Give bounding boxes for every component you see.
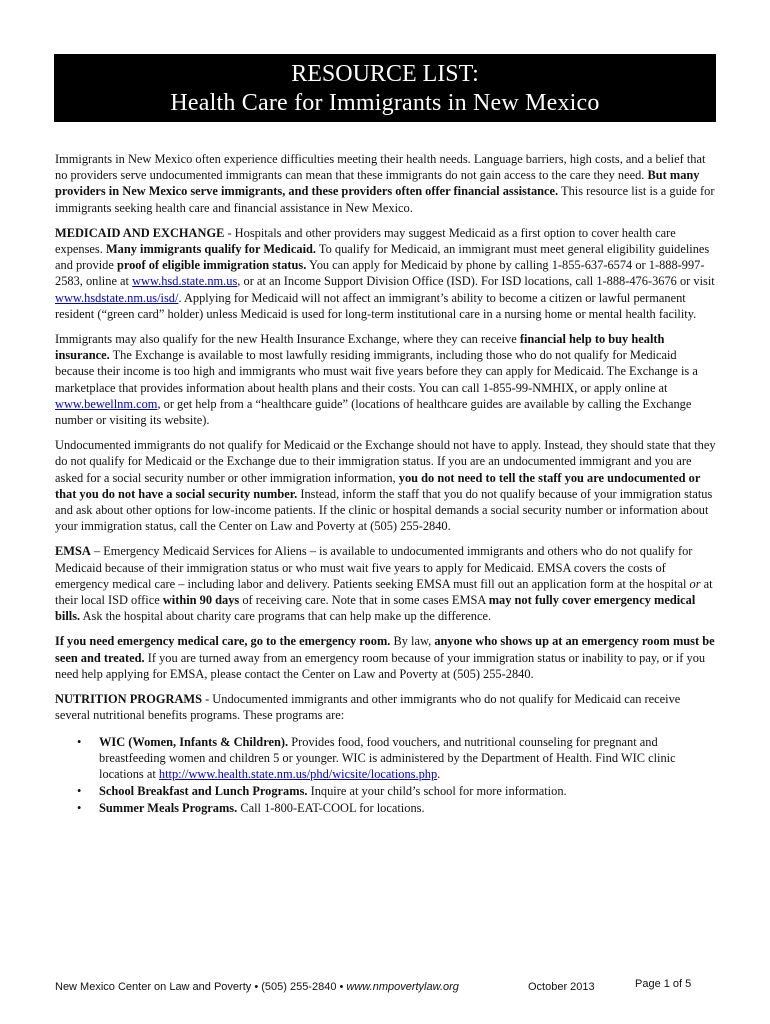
page-number: Page 1 of 5 <box>635 978 692 990</box>
nutrition-paragraph <box>55 691 717 723</box>
school-meals-text: Inquire at your child’s school for more information. <box>307 784 567 799</box>
intro-text-2: This resource list is a guide for immigrants seeking health care and financial assistance in New Mexico. <box>55 184 715 215</box>
emergency-bold-2: anyone who shows up at an emergency room must be seen and treated. <box>55 634 715 665</box>
footer-org <box>55 981 459 993</box>
emsa-text-3: of receiving care. Note that in some cases EMSA <box>239 593 489 608</box>
document-body <box>55 151 717 818</box>
hsd-link[interactable]: www.hsd.state.nm.us <box>132 274 238 289</box>
undocumented-text-2: Instead, inform the staff that you do not qualify because of your immigration status and ask about other options for low-income patients. If the clinic or hospital demands a social security number or information about your immigration status, call the Center on Law and Poverty at (505) 255-2840. <box>55 486 713 534</box>
exchange-bold: financial help to buy health insurance. <box>55 332 665 363</box>
undocumented-paragraph <box>55 437 717 534</box>
exchange-text-1: Immigrants may also qualify for the new Health Insurance Exchange, where they can receive <box>55 332 520 347</box>
school-meals-title: School Breakfast and Lunch Programs. <box>99 784 308 799</box>
footer-website: www.nmpovertylaw.org <box>346 981 459 993</box>
footer-date: October 2013 <box>528 981 595 993</box>
emsa-text-1: – Emergency Medicaid Services for Aliens – is available to undocumented immigrants and others who do not qualify for Medicaid because of their immigration status or who must wait five years to apply for Medicaid. EMSA covers the costs of emergency medical care – including labor and delivery. Patients seeking EMSA must fill out an application form at the hospital <box>55 544 693 591</box>
medicaid-bold-2: proof of eligible immigration status. <box>116 258 307 273</box>
emergency-text-1: By law, <box>390 634 435 649</box>
exchange-text-3: , or get help from a “healthcare guide” (locations of healthcare guides are available by calling the Exchange number or visiting its website). <box>55 396 692 428</box>
emsa-paragraph <box>55 543 717 624</box>
nutrition-heading: NUTRITION PROGRAMS <box>55 692 202 707</box>
list-item-school-meals <box>55 783 717 799</box>
medicaid-text-3: You can apply for Medicaid by phone by calling 1-855-637-6574 or 1-888-997-2583, online at <box>55 258 705 289</box>
medicaid-heading: MEDICAID AND EXCHANGE <box>55 225 225 240</box>
bullet-icon: • <box>77 734 82 749</box>
exchange-paragraph <box>55 331 717 428</box>
footer-org-text: New Mexico Center on Law and Poverty • (505) 255-2840 • <box>55 981 347 993</box>
title-line-1: RESOURCE LIST: <box>291 61 479 87</box>
emergency-paragraph <box>55 633 717 682</box>
emsa-bold-1: within 90 days <box>162 593 240 608</box>
page-footer <box>55 978 717 996</box>
wic-title: WIC (Women, Infants & Children). <box>99 734 289 749</box>
emergency-text-2: If you are turned away from an emergency room because of your immigration status or inability to pay, or if you need help applying for EMSA, please contact the Center on Law and Poverty at (505) 255-2840. <box>55 650 706 681</box>
list-item-summer-meals <box>55 800 717 816</box>
intro-text-1: Immigrants in New Mexico often experience difficulties meeting their health needs. Language barriers, high costs, and a belief that no providers serve undocumented immigrants can mean that these immigrants do not gain access to the care they need. <box>55 152 706 183</box>
medicaid-bold-1: Many immigrants qualify for Medicaid. <box>105 242 316 257</box>
medicaid-text-4: , or at an Income Support Division Office (ISD). For ISD locations, call 1-888-476-3676 or visit <box>237 274 715 289</box>
list-item-wic <box>55 734 717 783</box>
intro-bold: But many providers in New Mexico serve immigrants, and these providers often offer financial assistance. <box>55 168 700 199</box>
isd-link[interactable]: www.hsdstate.nm.us/isd/ <box>55 290 179 305</box>
bullet-icon: • <box>77 801 82 816</box>
medicaid-text-5: . Applying for Medicaid will not affect an immigrant’s ability to become a citizen or lawful permanent resident (“green card” holder) unless Medicaid is used for long-term institutional care in a nursing home or mental health facility. <box>55 290 697 321</box>
medicaid-text-2: To qualify for Medicaid, an immigrant must meet general eligibility guidelines and provide <box>55 242 710 273</box>
emsa-bold-2: may not fully cover emergency medical bills. <box>55 593 696 624</box>
emsa-text-4: Ask the hospital about charity care programs that can help make up the difference. <box>80 609 492 624</box>
title-line-2: Health Care for Immigrants in New Mexico <box>170 90 600 116</box>
wic-locations-link[interactable]: http://www.health.state.nm.us/phd/wicsite/locations.php <box>158 766 438 781</box>
intro-paragraph <box>55 151 717 216</box>
emergency-bold-1: If you need emergency medical care, go to the emergency room. <box>55 634 391 649</box>
bullet-icon: • <box>77 784 82 799</box>
undocumented-text-1: Undocumented immigrants do not qualify for Medicaid or the Exchange should not have to apply. Instead, they should state that they do not qualify for Medicaid or the Exchange due to their immigration status. If you are an undocumented immigrant and you are asked for a social security number or other immigration information, <box>55 438 716 485</box>
bewellnm-link[interactable]: www.bewellnm.com <box>55 396 158 411</box>
emsa-text-2: at their local ISD office <box>55 576 713 608</box>
emsa-italic: or <box>689 576 701 591</box>
nutrition-text-1: - Undocumented immigrants and other immigrants who do not qualify for Medicaid can receive several nutritional benefits programs. These programs are: <box>55 692 681 723</box>
title-banner <box>54 54 716 122</box>
emsa-heading: EMSA <box>55 544 91 559</box>
summer-meals-title: Summer Meals Programs. <box>99 801 238 816</box>
medicaid-text-1: - Hospitals and other providers may suggest Medicaid as a first option to cover health care expenses. <box>55 225 676 257</box>
wic-text: Provides food, food vouchers, and nutritional counseling for pregnant and breastfeeding women and children 5 or younger. WIC is administered by the Department of Health. Find WIC clinic locations at <box>99 734 676 781</box>
undocumented-bold: you do not need to tell the staff you are undocumented or that you do not have a social security number. <box>55 470 701 501</box>
exchange-text-2: The Exchange is available to most lawfully residing immigrants, including those who do not qualify for Medicaid because their income is too high and immigrants who must wait five years before they can apply for Medicaid. The Exchange is a marketplace that provides information about health plans and their costs. You can call 1-855-99-NMHIX, or apply online at <box>55 348 698 395</box>
wic-after: . <box>437 766 441 781</box>
nutrition-list <box>55 734 717 817</box>
medicaid-paragraph <box>55 225 717 322</box>
summer-meals-text: Call 1-800-EAT-COOL for locations. <box>237 801 425 816</box>
